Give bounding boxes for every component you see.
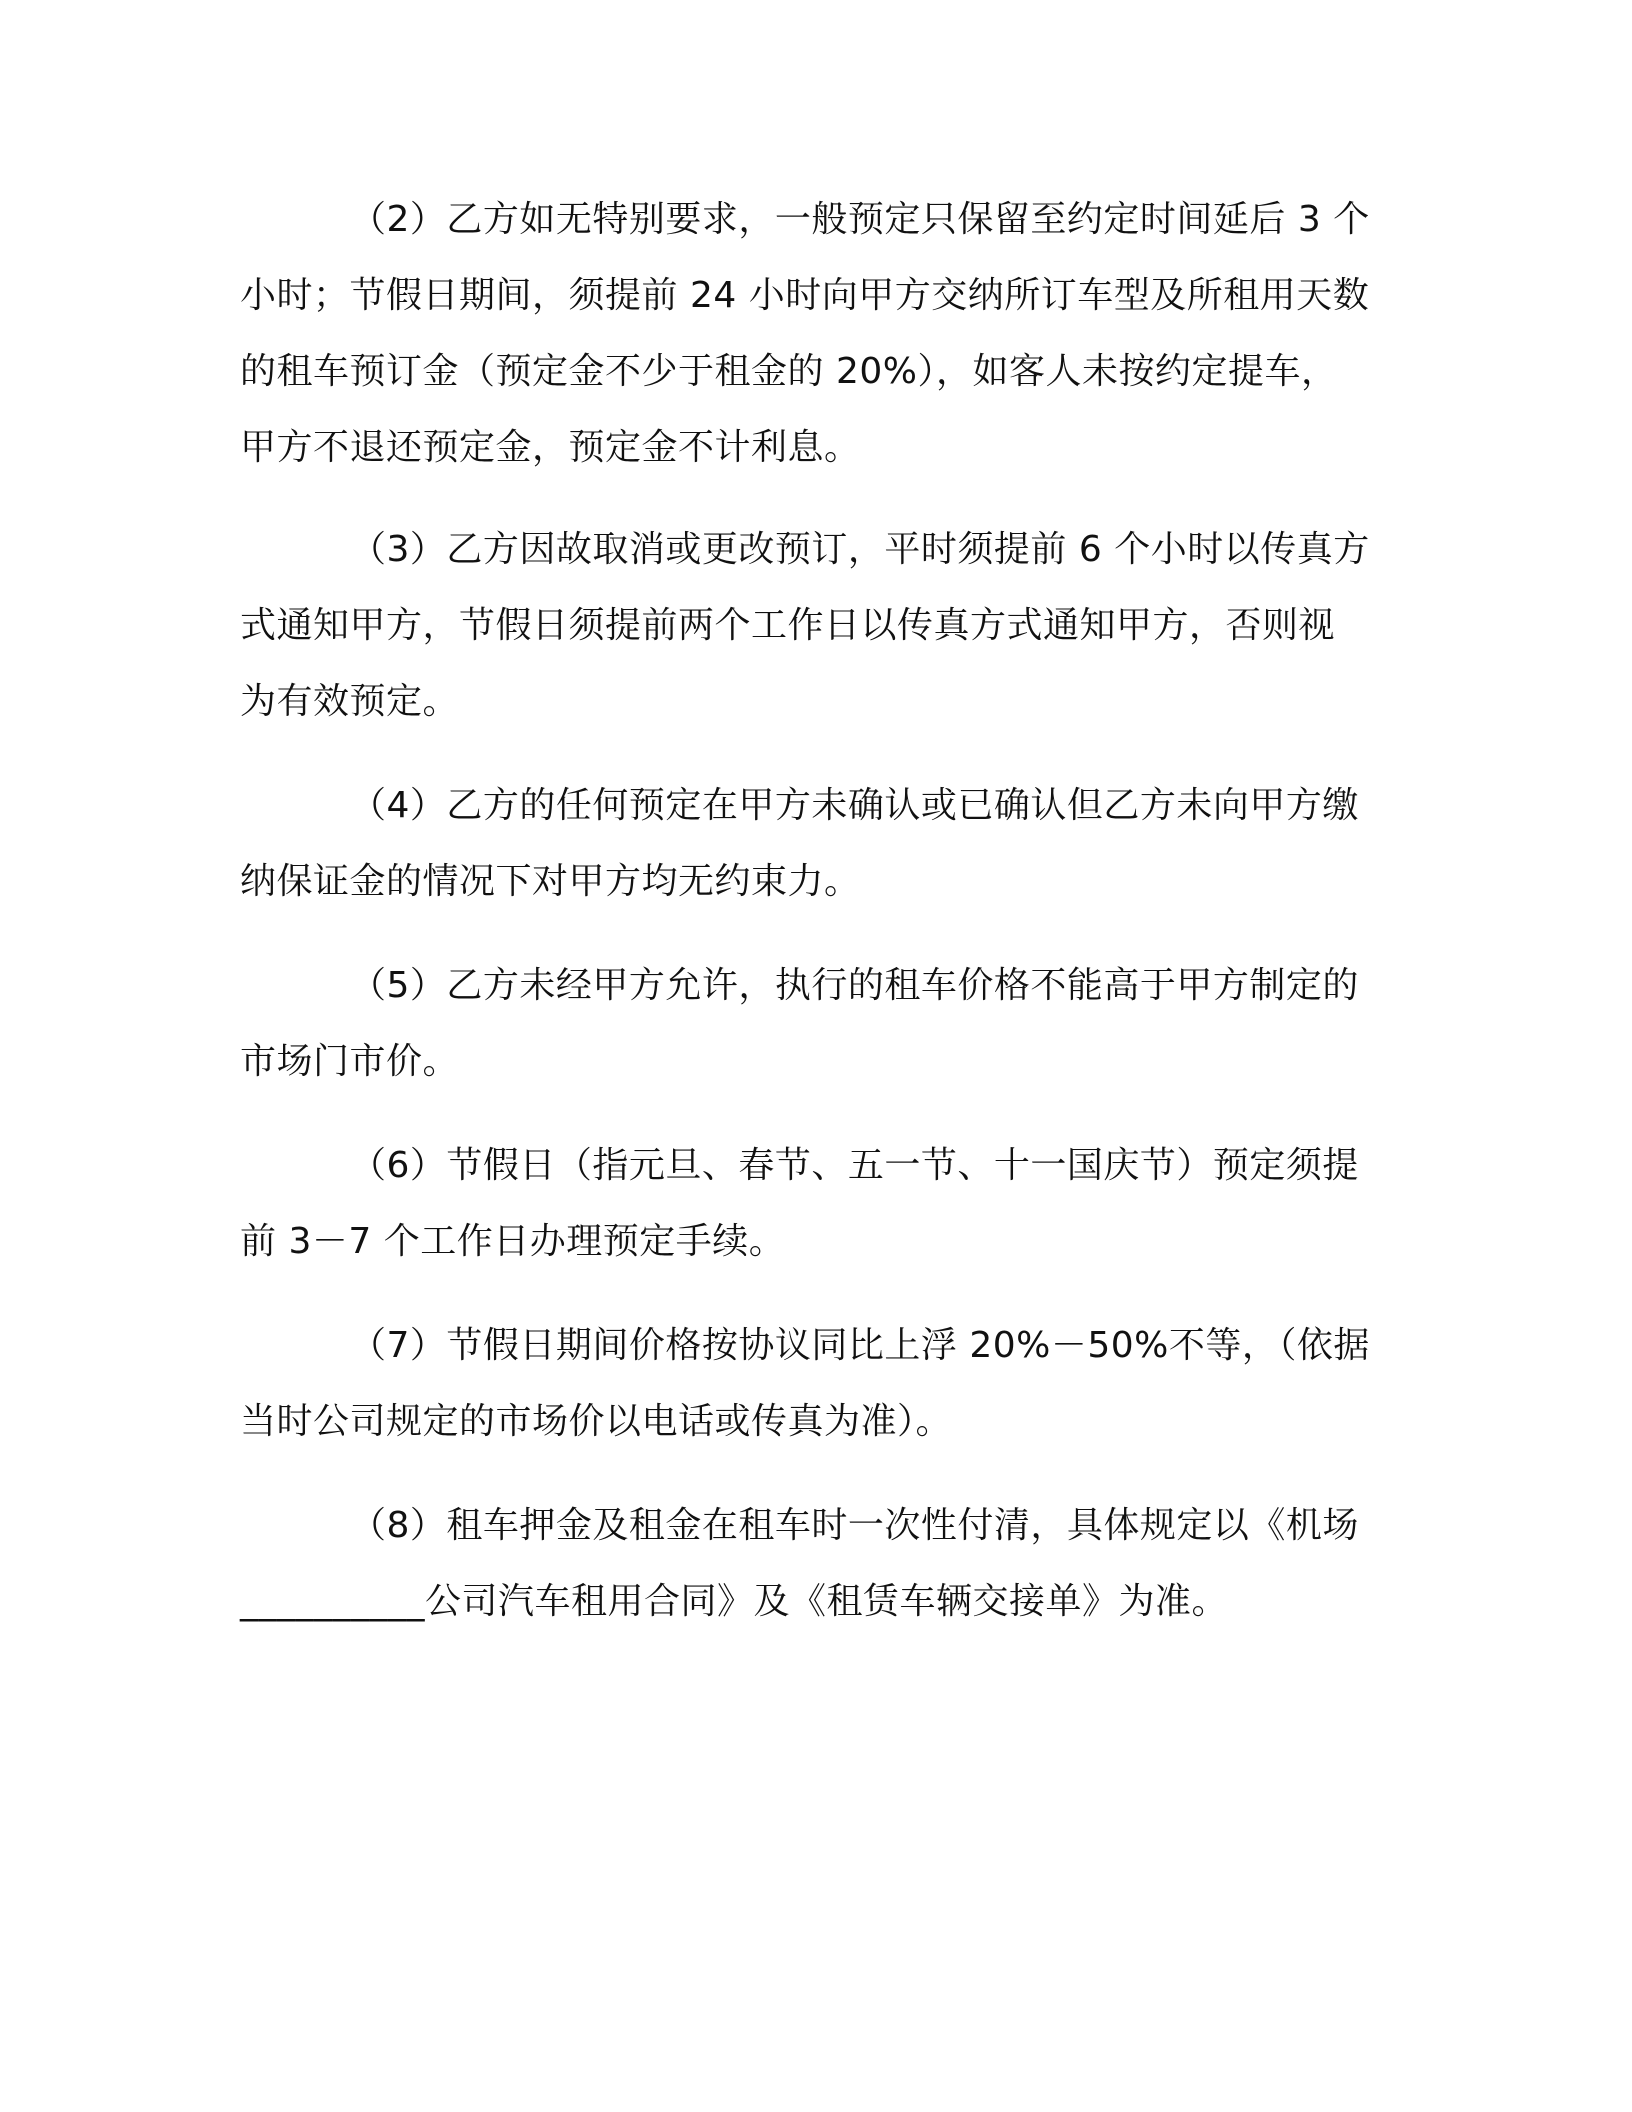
paragraph-line: 纳保证金的情况下对甲方均无约束力。: [240, 861, 861, 902]
paragraph-line: （2）乙方如无特别要求，一般预定只保留至约定时间延后 3 个: [350, 199, 1370, 240]
paragraph-line: 当时公司规定的市场价以电话或传真为准）。: [240, 1401, 953, 1442]
paragraph-line: 小时；节假日期间，须提前 24 小时向甲方交纳所订车型及所租用天数: [240, 275, 1370, 316]
paragraph-line: 前 3－7 个工作日办理预定手续。: [240, 1221, 786, 1262]
paragraph-line: 市场门市价。: [240, 1041, 460, 1082]
paragraph-line: （5）乙方未经甲方允许，执行的租车价格不能高于甲方制定的: [350, 965, 1359, 1006]
paragraph-line: 的租车预订金（预定金不少于租金的 20%），如客人未按约定提车，: [240, 351, 1338, 392]
paragraph-line: 为有效预定。: [240, 681, 460, 722]
paragraph-line: （4）乙方的任何预定在甲方未确认或已确认但乙方未向甲方缴: [350, 785, 1359, 826]
paragraph-line: （3）乙方因故取消或更改预订，平时须提前 6 个小时以传真方: [350, 529, 1370, 570]
paragraph-line: （8）租车押金及租金在租车时一次性付清，具体规定以《机场: [350, 1505, 1359, 1546]
paragraph-line: （7）节假日期间价格按协议同比上浮 20%－50%不等，（依据: [350, 1325, 1370, 1366]
paragraph-line: （6）节假日（指元旦、春节、五一节、十一国庆节）预定须提: [350, 1145, 1359, 1186]
paragraph-line: 式通知甲方，节假日须提前两个工作日以传真方式通知甲方，否则视: [240, 605, 1336, 646]
paragraph-line: __________公司汽车租用合同》及《租赁车辆交接单》为准。: [240, 1581, 1229, 1622]
paragraph-line: 甲方不退还预定金，预定金不计利息。: [240, 427, 861, 468]
